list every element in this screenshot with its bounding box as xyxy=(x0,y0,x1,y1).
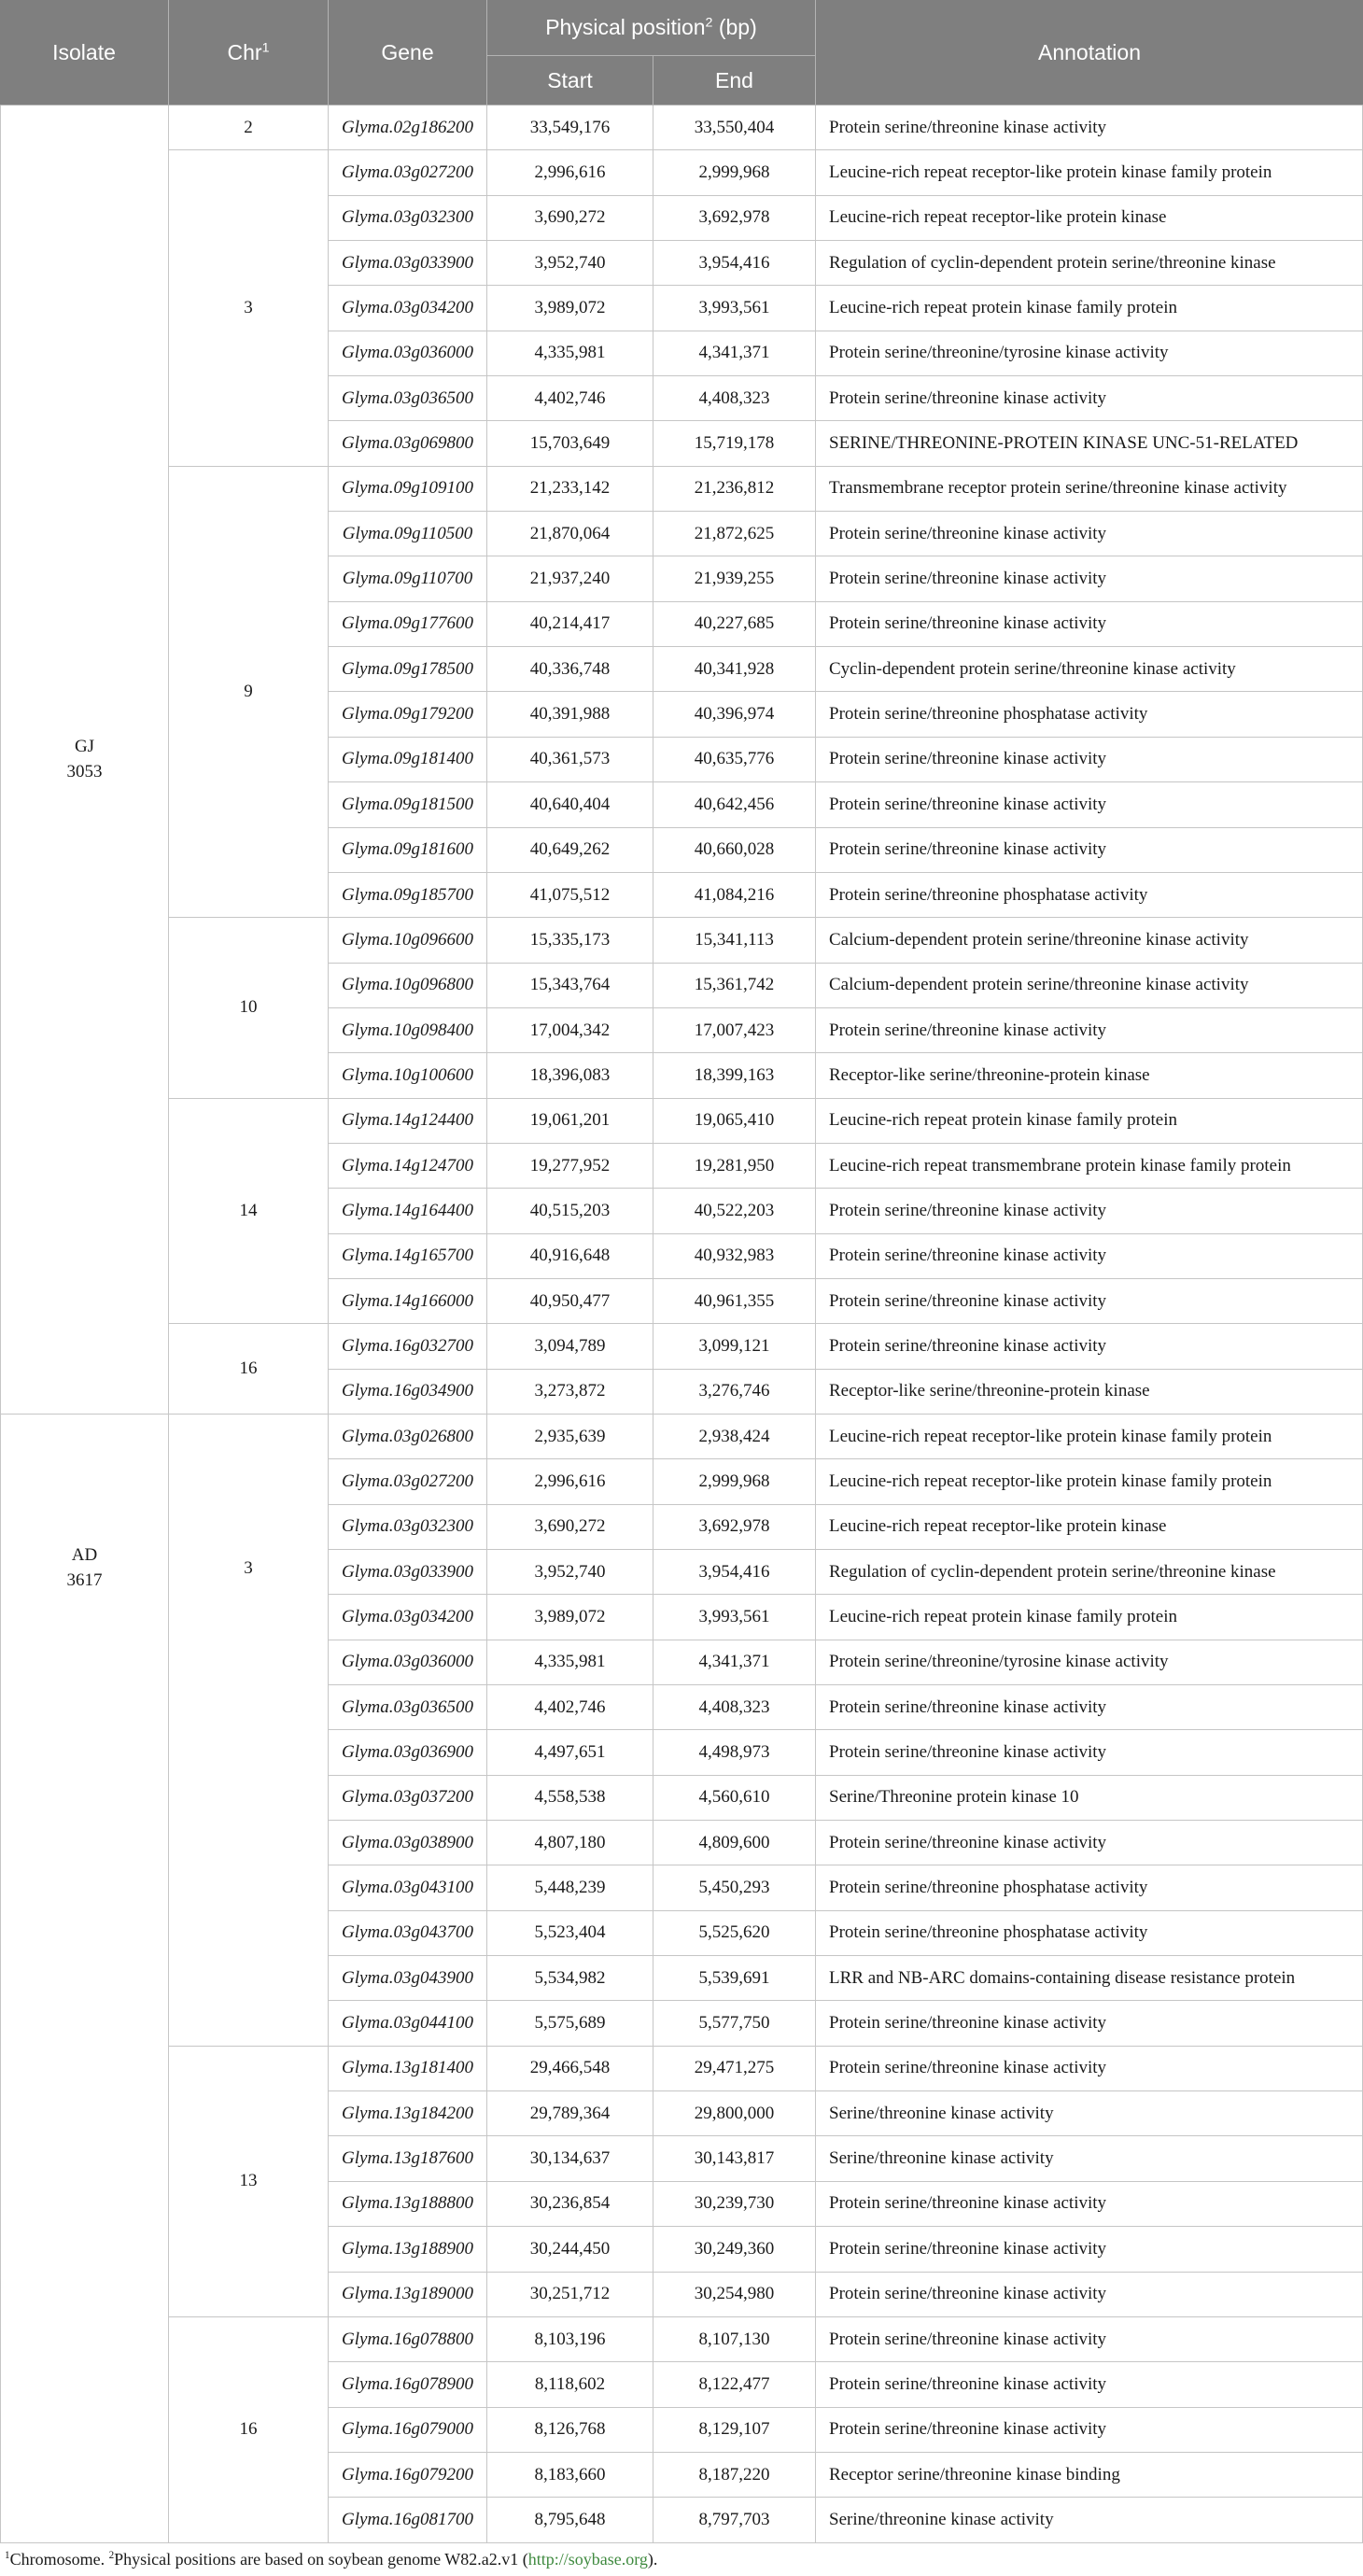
end-position-cell: 5,525,620 xyxy=(653,1911,816,1956)
start-position-cell: 17,004,342 xyxy=(487,1008,653,1053)
end-position-cell: 8,187,220 xyxy=(653,2453,816,2498)
gene-id-cell: Glyma.13g188800 xyxy=(329,2182,487,2227)
gene-id-cell: Glyma.03g032300 xyxy=(329,1505,487,1550)
start-position-cell: 8,126,768 xyxy=(487,2408,653,2453)
annotation-cell: Serine/Threonine protein kinase 10 xyxy=(816,1776,1363,1821)
annotation-cell: Protein serine/threonine phosphatase activity xyxy=(816,1865,1363,1910)
start-position-cell: 40,950,477 xyxy=(487,1279,653,1324)
end-position-cell: 40,932,983 xyxy=(653,1234,816,1279)
gene-id-cell: Glyma.10g098400 xyxy=(329,1008,487,1053)
end-position-cell: 30,254,980 xyxy=(653,2273,816,2317)
header-physical-position-label: Physical position xyxy=(545,15,706,39)
start-position-cell: 40,640,404 xyxy=(487,782,653,827)
chromosome-cell: 13 xyxy=(169,2047,329,2317)
chromosome-cell: 16 xyxy=(169,1324,329,1415)
start-position-cell: 40,649,262 xyxy=(487,828,653,873)
start-position-cell: 21,937,240 xyxy=(487,556,653,601)
end-position-cell: 40,522,203 xyxy=(653,1189,816,1233)
end-position-cell: 3,954,416 xyxy=(653,241,816,286)
end-position-cell: 2,999,968 xyxy=(653,1459,816,1504)
annotation-cell: Regulation of cyclin-dependent protein serine/threonine kinase xyxy=(816,241,1363,286)
annotation-cell: Protein serine/threonine kinase activity xyxy=(816,782,1363,827)
gene-id-cell: Glyma.03g036000 xyxy=(329,1640,487,1685)
annotation-cell: Protein serine/threonine kinase activity xyxy=(816,1008,1363,1053)
start-position-cell: 29,789,364 xyxy=(487,2091,653,2136)
gene-id-cell: Glyma.09g179200 xyxy=(329,692,487,737)
gene-id-cell: Glyma.14g166000 xyxy=(329,1279,487,1324)
end-position-cell: 3,993,561 xyxy=(653,1595,816,1640)
start-position-cell: 40,391,988 xyxy=(487,692,653,737)
start-position-cell: 18,396,083 xyxy=(487,1053,653,1098)
end-position-cell: 5,450,293 xyxy=(653,1865,816,1910)
end-position-cell: 19,065,410 xyxy=(653,1099,816,1144)
end-position-cell: 8,797,703 xyxy=(653,2498,816,2542)
header-end-label: End xyxy=(715,67,753,92)
gene-id-cell: Glyma.03g036500 xyxy=(329,1685,487,1730)
annotation-cell: Protein serine/threonine/tyrosine kinase activity xyxy=(816,331,1363,376)
gene-id-cell: Glyma.16g078800 xyxy=(329,2317,487,2362)
annotation-cell: Transmembrane receptor protein serine/threonine kinase activity xyxy=(816,467,1363,512)
gene-id-cell: Glyma.03g034200 xyxy=(329,286,487,331)
start-position-cell: 8,118,602 xyxy=(487,2362,653,2407)
annotation-cell: Leucine-rich repeat protein kinase family protein xyxy=(816,1595,1363,1640)
end-position-cell: 15,341,113 xyxy=(653,918,816,963)
end-position-cell: 3,099,121 xyxy=(653,1324,816,1369)
gene-id-cell: Glyma.14g164400 xyxy=(329,1189,487,1233)
start-position-cell: 5,523,404 xyxy=(487,1911,653,1956)
end-position-cell: 40,660,028 xyxy=(653,828,816,873)
annotation-cell: Calcium-dependent protein serine/threonine kinase activity xyxy=(816,918,1363,963)
gene-id-cell: Glyma.03g043700 xyxy=(329,1911,487,1956)
end-position-cell: 33,550,404 xyxy=(653,106,816,150)
start-position-cell: 5,448,239 xyxy=(487,1865,653,1910)
header-gene-label: Gene xyxy=(381,39,434,64)
header-chr-label-group xyxy=(228,40,270,65)
end-position-cell: 40,961,355 xyxy=(653,1279,816,1324)
end-position-cell: 4,498,973 xyxy=(653,1730,816,1775)
start-position-cell: 4,335,981 xyxy=(487,331,653,376)
annotation-cell: Serine/threonine kinase activity xyxy=(816,2091,1363,2136)
annotation-cell: Protein serine/threonine kinase activity xyxy=(816,2408,1363,2453)
start-position-cell: 2,935,639 xyxy=(487,1415,653,1459)
end-position-cell: 29,800,000 xyxy=(653,2091,816,2136)
table-footnote xyxy=(0,2543,1363,2576)
gene-id-cell: Glyma.03g033900 xyxy=(329,1550,487,1595)
gene-id-cell: Glyma.13g188900 xyxy=(329,2227,487,2272)
header-chr xyxy=(169,0,329,106)
end-position-cell: 40,635,776 xyxy=(653,738,816,782)
end-position-cell: 5,577,750 xyxy=(653,2001,816,2046)
annotation-cell: Protein serine/threonine kinase activity xyxy=(816,1189,1363,1233)
annotation-cell: Protein serine/threonine kinase activity xyxy=(816,2273,1363,2317)
annotation-cell: Calcium-dependent protein serine/threonine kinase activity xyxy=(816,964,1363,1008)
annotation-cell: Leucine-rich repeat receptor-like protein kinase xyxy=(816,1505,1363,1550)
annotation-cell: Leucine-rich repeat protein kinase family protein xyxy=(816,286,1363,331)
annotation-cell: Protein serine/threonine kinase activity xyxy=(816,2182,1363,2227)
start-position-cell: 40,916,648 xyxy=(487,1234,653,1279)
start-position-cell: 3,989,072 xyxy=(487,286,653,331)
end-position-cell: 4,341,371 xyxy=(653,1640,816,1685)
start-position-cell: 21,233,142 xyxy=(487,467,653,512)
annotation-cell: Protein serine/threonine kinase activity xyxy=(816,2317,1363,2362)
start-position-cell: 40,361,573 xyxy=(487,738,653,782)
annotation-cell: Leucine-rich repeat receptor-like protein kinase family protein xyxy=(816,150,1363,195)
end-position-cell: 40,642,456 xyxy=(653,782,816,827)
gene-id-cell: Glyma.09g178500 xyxy=(329,647,487,692)
start-position-cell: 33,549,176 xyxy=(487,106,653,150)
annotation-cell: Regulation of cyclin-dependent protein serine/threonine kinase xyxy=(816,1550,1363,1595)
header-physical-position xyxy=(487,0,816,56)
gene-id-cell: Glyma.13g187600 xyxy=(329,2136,487,2181)
start-position-cell: 30,251,712 xyxy=(487,2273,653,2317)
gene-id-cell: Glyma.16g081700 xyxy=(329,2498,487,2542)
gene-id-cell: Glyma.09g181600 xyxy=(329,828,487,873)
start-position-cell: 3,952,740 xyxy=(487,241,653,286)
end-position-cell: 4,809,600 xyxy=(653,1821,816,1865)
gene-id-cell: Glyma.16g034900 xyxy=(329,1370,487,1415)
end-position-cell: 30,249,360 xyxy=(653,2227,816,2272)
start-position-cell: 4,807,180 xyxy=(487,1821,653,1865)
annotation-cell: Leucine-rich repeat receptor-like protein kinase family protein xyxy=(816,1459,1363,1504)
start-position-cell: 15,343,764 xyxy=(487,964,653,1008)
gene-id-cell: Glyma.03g043100 xyxy=(329,1865,487,1910)
start-position-cell: 5,534,982 xyxy=(487,1956,653,2001)
annotation-cell: Leucine-rich repeat receptor-like protein kinase family protein xyxy=(816,1415,1363,1459)
gene-id-cell: Glyma.09g177600 xyxy=(329,602,487,647)
annotation-cell: Protein serine/threonine kinase activity xyxy=(816,828,1363,873)
header-isolate xyxy=(0,0,169,106)
footnote-marker-1: 1 xyxy=(5,2549,10,2561)
start-position-cell: 30,236,854 xyxy=(487,2182,653,2227)
end-position-cell: 8,107,130 xyxy=(653,2317,816,2362)
end-position-cell: 5,539,691 xyxy=(653,1956,816,2001)
annotation-cell: Protein serine/threonine kinase activity xyxy=(816,738,1363,782)
end-position-cell: 4,408,323 xyxy=(653,376,816,421)
annotation-cell: Leucine-rich repeat transmembrane protein kinase family protein xyxy=(816,1144,1363,1189)
annotation-cell: Protein serine/threonine kinase activity xyxy=(816,602,1363,647)
gene-id-cell: Glyma.16g078900 xyxy=(329,2362,487,2407)
start-position-cell: 40,214,417 xyxy=(487,602,653,647)
gene-id-cell: Glyma.03g034200 xyxy=(329,1595,487,1640)
annotation-cell: LRR and NB-ARC domains-containing disease resistance protein xyxy=(816,1956,1363,2001)
start-position-cell: 29,466,548 xyxy=(487,2047,653,2091)
end-position-cell: 41,084,216 xyxy=(653,873,816,918)
gene-id-cell: Glyma.09g181400 xyxy=(329,738,487,782)
annotation-cell: Protein serine/threonine kinase activity xyxy=(816,1234,1363,1279)
annotation-cell: Protein serine/threonine phosphatase activity xyxy=(816,873,1363,918)
end-position-cell: 19,281,950 xyxy=(653,1144,816,1189)
start-position-cell: 8,103,196 xyxy=(487,2317,653,2362)
start-position-cell: 41,075,512 xyxy=(487,873,653,918)
gene-id-cell: Glyma.14g124400 xyxy=(329,1099,487,1144)
annotation-cell: Protein serine/threonine kinase activity xyxy=(816,1685,1363,1730)
gene-id-cell: Glyma.14g165700 xyxy=(329,1234,487,1279)
end-position-cell: 4,560,610 xyxy=(653,1776,816,1821)
annotation-cell: Protein serine/threonine kinase activity xyxy=(816,1730,1363,1775)
annotation-cell: Leucine-rich repeat receptor-like protein kinase xyxy=(816,196,1363,241)
gene-id-cell: Glyma.13g184200 xyxy=(329,2091,487,2136)
gene-id-cell: Glyma.09g110700 xyxy=(329,556,487,601)
gene-id-cell: Glyma.02g186200 xyxy=(329,106,487,150)
chromosome-cell: 14 xyxy=(169,1099,329,1325)
annotation-cell: Protein serine/threonine kinase activity xyxy=(816,106,1363,150)
soybase-link[interactable]: http://soybase.org xyxy=(527,2549,648,2569)
header-chr-label: Chr xyxy=(227,39,262,64)
isolate-cell xyxy=(0,106,169,1415)
start-position-cell: 3,952,740 xyxy=(487,1550,653,1595)
chromosome-cell: 16 xyxy=(169,2317,329,2543)
end-position-cell: 2,999,968 xyxy=(653,150,816,195)
end-position-cell: 3,276,746 xyxy=(653,1370,816,1415)
gene-id-cell: Glyma.16g032700 xyxy=(329,1324,487,1369)
start-position-cell: 3,690,272 xyxy=(487,196,653,241)
annotation-cell: Protein serine/threonine kinase activity xyxy=(816,2227,1363,2272)
chromosome-cell: 3 xyxy=(169,1415,329,2047)
end-position-cell: 4,408,323 xyxy=(653,1685,816,1730)
start-position-cell: 21,870,064 xyxy=(487,512,653,556)
header-position-footnote-marker: 2 xyxy=(705,15,713,31)
gene-id-cell: Glyma.03g027200 xyxy=(329,1459,487,1504)
start-position-cell: 3,690,272 xyxy=(487,1505,653,1550)
chromosome-cell: 9 xyxy=(169,467,329,918)
isolate-label-line: AD xyxy=(71,1544,98,1565)
end-position-cell: 21,939,255 xyxy=(653,556,816,601)
annotation-cell: Protein serine/threonine/tyrosine kinase activity xyxy=(816,1640,1363,1685)
gene-id-cell: Glyma.09g110500 xyxy=(329,512,487,556)
start-position-cell: 40,336,748 xyxy=(487,647,653,692)
start-position-cell: 30,134,637 xyxy=(487,2136,653,2181)
end-position-cell: 3,692,978 xyxy=(653,196,816,241)
header-annotation-label: Annotation xyxy=(1038,39,1141,64)
gene-id-cell: Glyma.09g185700 xyxy=(329,873,487,918)
header-annotation xyxy=(816,0,1363,106)
gene-id-cell: Glyma.03g027200 xyxy=(329,150,487,195)
annotation-cell: Protein serine/threonine kinase activity xyxy=(816,2047,1363,2091)
end-position-cell: 40,396,974 xyxy=(653,692,816,737)
end-position-cell: 3,692,978 xyxy=(653,1505,816,1550)
gene-id-cell: Glyma.03g026800 xyxy=(329,1415,487,1459)
isolate-label-line: 3617 xyxy=(66,1570,103,1590)
end-position-cell: 3,954,416 xyxy=(653,1550,816,1595)
annotation-cell: Serine/threonine kinase activity xyxy=(816,2498,1363,2542)
annotation-cell: Protein serine/threonine kinase activity xyxy=(816,2362,1363,2407)
annotation-cell: Protein serine/threonine kinase activity xyxy=(816,1279,1363,1324)
annotation-cell: Protein serine/threonine kinase activity xyxy=(816,1324,1363,1369)
isolate-label-line: 3053 xyxy=(66,762,103,782)
end-position-cell: 29,471,275 xyxy=(653,2047,816,2091)
end-position-cell: 4,341,371 xyxy=(653,331,816,376)
gene-id-cell: Glyma.03g043900 xyxy=(329,1956,487,2001)
end-position-cell: 30,239,730 xyxy=(653,2182,816,2227)
start-position-cell: 4,497,651 xyxy=(487,1730,653,1775)
annotation-cell: SERINE/THREONINE-PROTEIN KINASE UNC-51-RELATED xyxy=(816,421,1363,466)
gene-id-cell: Glyma.03g069800 xyxy=(329,421,487,466)
end-position-cell: 2,938,424 xyxy=(653,1415,816,1459)
annotation-cell: Protein serine/threonine kinase activity xyxy=(816,556,1363,601)
start-position-cell: 2,996,616 xyxy=(487,150,653,195)
annotation-cell: Leucine-rich repeat protein kinase family protein xyxy=(816,1099,1363,1144)
header-start-label: Start xyxy=(547,67,593,92)
gene-id-cell: Glyma.10g100600 xyxy=(329,1053,487,1098)
annotation-cell: Cyclin-dependent protein serine/threonine kinase activity xyxy=(816,647,1363,692)
start-position-cell: 8,183,660 xyxy=(487,2453,653,2498)
annotation-cell: Receptor-like serine/threonine-protein kinase xyxy=(816,1370,1363,1415)
annotation-cell: Protein serine/threonine phosphatase activity xyxy=(816,1911,1363,1956)
start-position-cell: 4,402,746 xyxy=(487,376,653,421)
start-position-cell: 3,989,072 xyxy=(487,1595,653,1640)
gene-id-cell: Glyma.03g036000 xyxy=(329,331,487,376)
end-position-cell: 40,341,928 xyxy=(653,647,816,692)
chromosome-cell: 2 xyxy=(169,106,329,150)
header-gene xyxy=(329,0,487,106)
gene-id-cell: Glyma.13g181400 xyxy=(329,2047,487,2091)
start-position-cell: 5,575,689 xyxy=(487,2001,653,2046)
gene-id-cell: Glyma.03g044100 xyxy=(329,2001,487,2046)
end-position-cell: 15,361,742 xyxy=(653,964,816,1008)
end-position-cell: 8,129,107 xyxy=(653,2408,816,2453)
start-position-cell: 19,277,952 xyxy=(487,1144,653,1189)
end-position-cell: 21,236,812 xyxy=(653,467,816,512)
footnote-text-end: ). xyxy=(647,2549,658,2569)
annotation-cell: Protein serine/threonine kinase activity xyxy=(816,1821,1363,1865)
gene-id-cell: Glyma.03g033900 xyxy=(329,241,487,286)
start-position-cell: 4,335,981 xyxy=(487,1640,653,1685)
isolate-label-line: GJ xyxy=(74,737,95,757)
header-start xyxy=(487,56,653,106)
isolate-cell xyxy=(0,1415,169,2543)
gene-id-cell: Glyma.16g079000 xyxy=(329,2408,487,2453)
gene-id-cell: Glyma.03g032300 xyxy=(329,196,487,241)
gene-id-cell: Glyma.03g037200 xyxy=(329,1776,487,1821)
gene-id-cell: Glyma.03g036900 xyxy=(329,1730,487,1775)
gene-id-cell: Glyma.10g096600 xyxy=(329,918,487,963)
header-physical-position-label-group xyxy=(545,15,757,40)
gene-id-cell: Glyma.09g181500 xyxy=(329,782,487,827)
start-position-cell: 3,273,872 xyxy=(487,1370,653,1415)
start-position-cell: 4,558,538 xyxy=(487,1776,653,1821)
end-position-cell: 30,143,817 xyxy=(653,2136,816,2181)
end-position-cell: 3,993,561 xyxy=(653,286,816,331)
start-position-cell: 15,335,173 xyxy=(487,918,653,963)
annotation-cell: Serine/threonine kinase activity xyxy=(816,2136,1363,2181)
chromosome-cell: 3 xyxy=(169,150,329,466)
start-position-cell: 4,402,746 xyxy=(487,1685,653,1730)
header-isolate-label: Isolate xyxy=(52,39,116,64)
gene-id-cell: Glyma.03g038900 xyxy=(329,1821,487,1865)
header-position-unit: (bp) xyxy=(712,15,757,39)
start-position-cell: 8,795,648 xyxy=(487,2498,653,2542)
gene-id-cell: Glyma.09g109100 xyxy=(329,467,487,512)
footnote-text-positions: Physical positions are based on soybean genome W82.a2.v1 ( xyxy=(114,2549,528,2569)
gene-id-cell: Glyma.10g096800 xyxy=(329,964,487,1008)
start-position-cell: 15,703,649 xyxy=(487,421,653,466)
footnote-text-chromosome: Chromosome. xyxy=(9,2549,109,2569)
annotation-cell: Protein serine/threonine kinase activity xyxy=(816,512,1363,556)
annotation-cell: Receptor serine/threonine kinase binding xyxy=(816,2453,1363,2498)
start-position-cell: 30,244,450 xyxy=(487,2227,653,2272)
start-position-cell: 3,094,789 xyxy=(487,1324,653,1369)
header-chr-footnote-marker: 1 xyxy=(261,39,270,55)
annotation-cell: Receptor-like serine/threonine-protein kinase xyxy=(816,1053,1363,1098)
footnote-marker-2: 2 xyxy=(108,2549,115,2561)
gene-id-cell: Glyma.13g189000 xyxy=(329,2273,487,2317)
gene-id-cell: Glyma.16g079200 xyxy=(329,2453,487,2498)
chromosome-cell: 10 xyxy=(169,918,329,1098)
end-position-cell: 8,122,477 xyxy=(653,2362,816,2407)
annotation-cell: Protein serine/threonine phosphatase activity xyxy=(816,692,1363,737)
start-position-cell: 2,996,616 xyxy=(487,1459,653,1504)
start-position-cell: 40,515,203 xyxy=(487,1189,653,1233)
gene-id-cell: Glyma.14g124700 xyxy=(329,1144,487,1189)
end-position-cell: 40,227,685 xyxy=(653,602,816,647)
end-position-cell: 21,872,625 xyxy=(653,512,816,556)
header-end xyxy=(653,56,816,106)
end-position-cell: 15,719,178 xyxy=(653,421,816,466)
gene-id-cell: Glyma.03g036500 xyxy=(329,376,487,421)
end-position-cell: 17,007,423 xyxy=(653,1008,816,1053)
start-position-cell: 19,061,201 xyxy=(487,1099,653,1144)
end-position-cell: 18,399,163 xyxy=(653,1053,816,1098)
annotation-cell: Protein serine/threonine kinase activity xyxy=(816,2001,1363,2046)
annotation-cell: Protein serine/threonine kinase activity xyxy=(816,376,1363,421)
